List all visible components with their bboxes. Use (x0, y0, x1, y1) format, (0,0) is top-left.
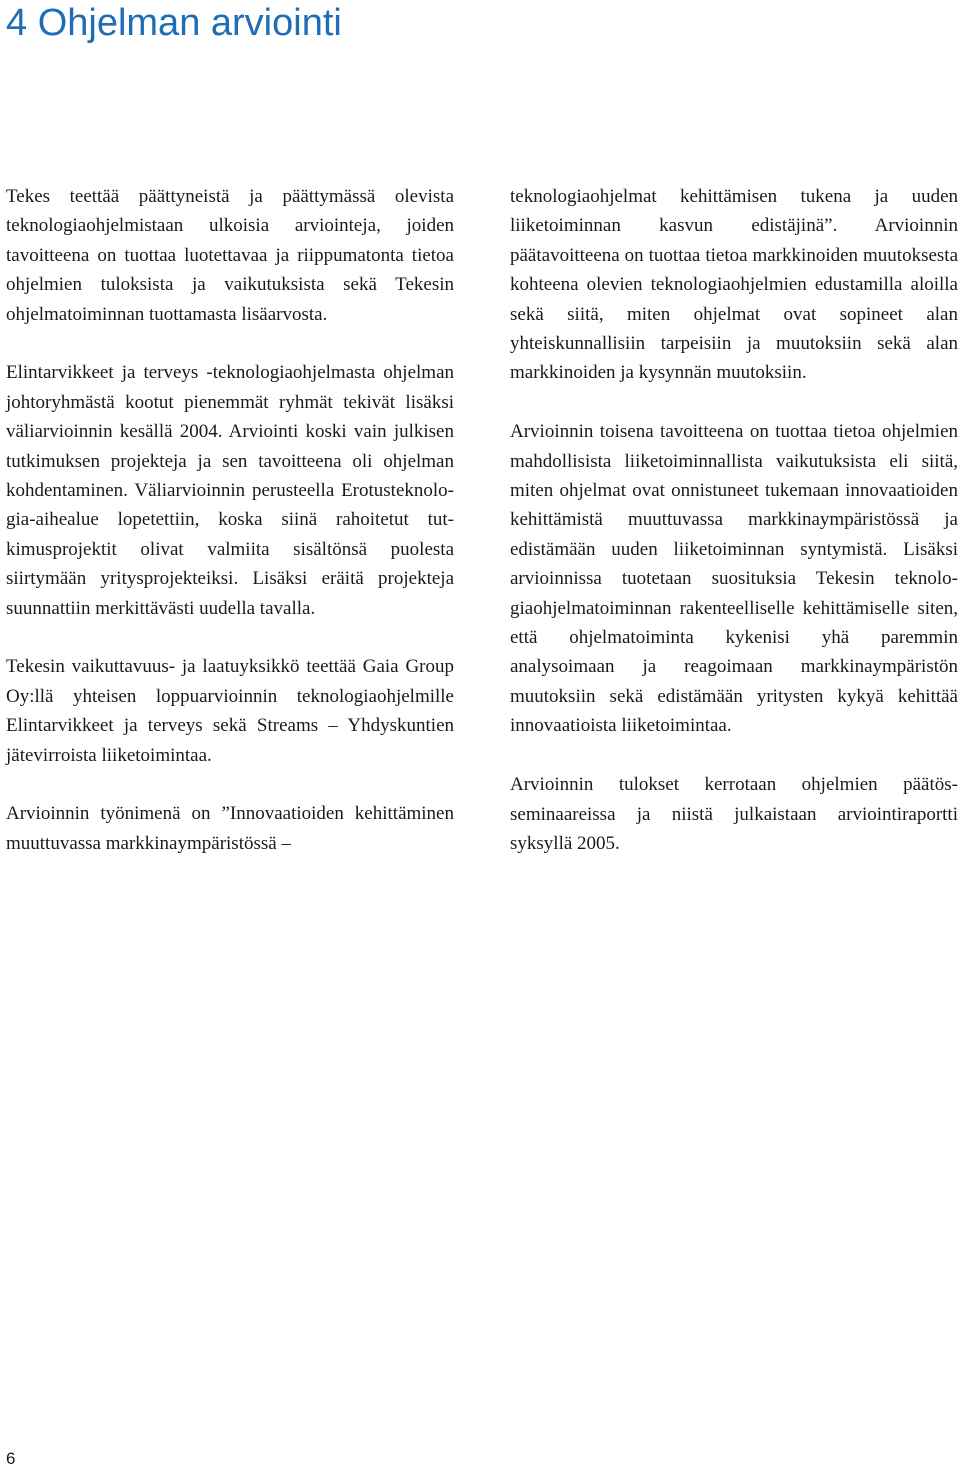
page-number: 6 (6, 1449, 16, 1468)
right-column (510, 182, 958, 888)
paragraph: Tekes teettää päättyneistä ja päättymässä olevista teknologiaohjelmistaan ulkoisia arviointeja, joiden tavoitteena on tuottaa luotettavaa ja riippumatonta tietoa ohjelmien tuloksista ja vaikutuksista sekä Tekesin ohjelmatoiminnan tuottamasta lisäarvosta. (6, 186, 454, 325)
paragraph: Tekesin vaikuttavuus- ja laatuyksikkö teettää Gaia Group Oy:llä yhteisen loppuarvioinnin teknologiaohjelmille Elintarvikkeet ja terveys sekä Streams – Yhdyskuntien jätevirroista liiketoimintaa. (6, 656, 454, 766)
paragraph: Arvioinnin työnimenä on ”Innovaatioiden kehittäminen muuttuvassa markkinaympäristössä – (6, 803, 454, 854)
paragraph: Arvioinnin tulokset kerrotaan ohjelmien päätösseminaareissa ja niistä julkaistaan arviointiraportti syksyllä 2005. (510, 774, 958, 854)
paragraph: teknologiaohjelmat kehittämisen tukena ja uuden liiketoiminnan kasvun edistäjinä”. Arvioinnin päätavoitteena on tuottaa tietoa markkinoiden muutoksesta kohteena olevien teknologiaohjelmien edustamilla aloilla sekä siitä, miten ohjelmat ovat sopineet alan yhteiskunnallisiin tarpeisiin ja muutoksiin sekä alan markkinoiden ja kysynnän muutoksiin. (510, 186, 958, 384)
chapter-title: 4 Ohjelman arviointi (6, 2, 342, 44)
paragraph: Arvioinnin toisena tavoitteena on tuottaa tietoa ohjelmien mahdollisista liiketoiminnallista vaikutuksista eli siitä, miten ohjelmat ovat onnistuneet tukemaan innovaatioiden kehittämistä muuttuvassa markkinaympäristössä ja edistämään uuden liiketoiminnan syntymistä. Lisäksi arvioinnissa tuotetaan suosituksia Tekesin teknologiaohjelmatoiminnan rakenteelliselle kehittämiselle siten, että ohjelmatoiminta kykenisi yhä paremmin analysoimaan ja reagoimaan markkinaympäristön muutoksiin sekä edistämään yritysten kykyä kehittää innovaatioista liiketoimintaa. (510, 421, 958, 737)
paragraph: Elintarvikkeet ja terveys -teknologiaohjelmasta ohjelman johtoryhmästä kootut pienemmät ryhmät tekivät lisäksi väliarvioinnin kesällä 2004. Arviointi koski vain julkisen tutkimuksen projekteja ja sen tavoitteena oli ohjelman kohdentaminen. Väliarvioinnin perusteella Erotusteknologia-aihealue lopetettiin, koska siinä rahoitetut tutkimusprojektit olivat valmiita sisältönsä puolesta siirtymään yritysprojekteiksi. Lisäksi eräitä projekteja suunnattiin merkittävästi uudella tavalla. (6, 362, 454, 619)
left-column (6, 182, 454, 888)
